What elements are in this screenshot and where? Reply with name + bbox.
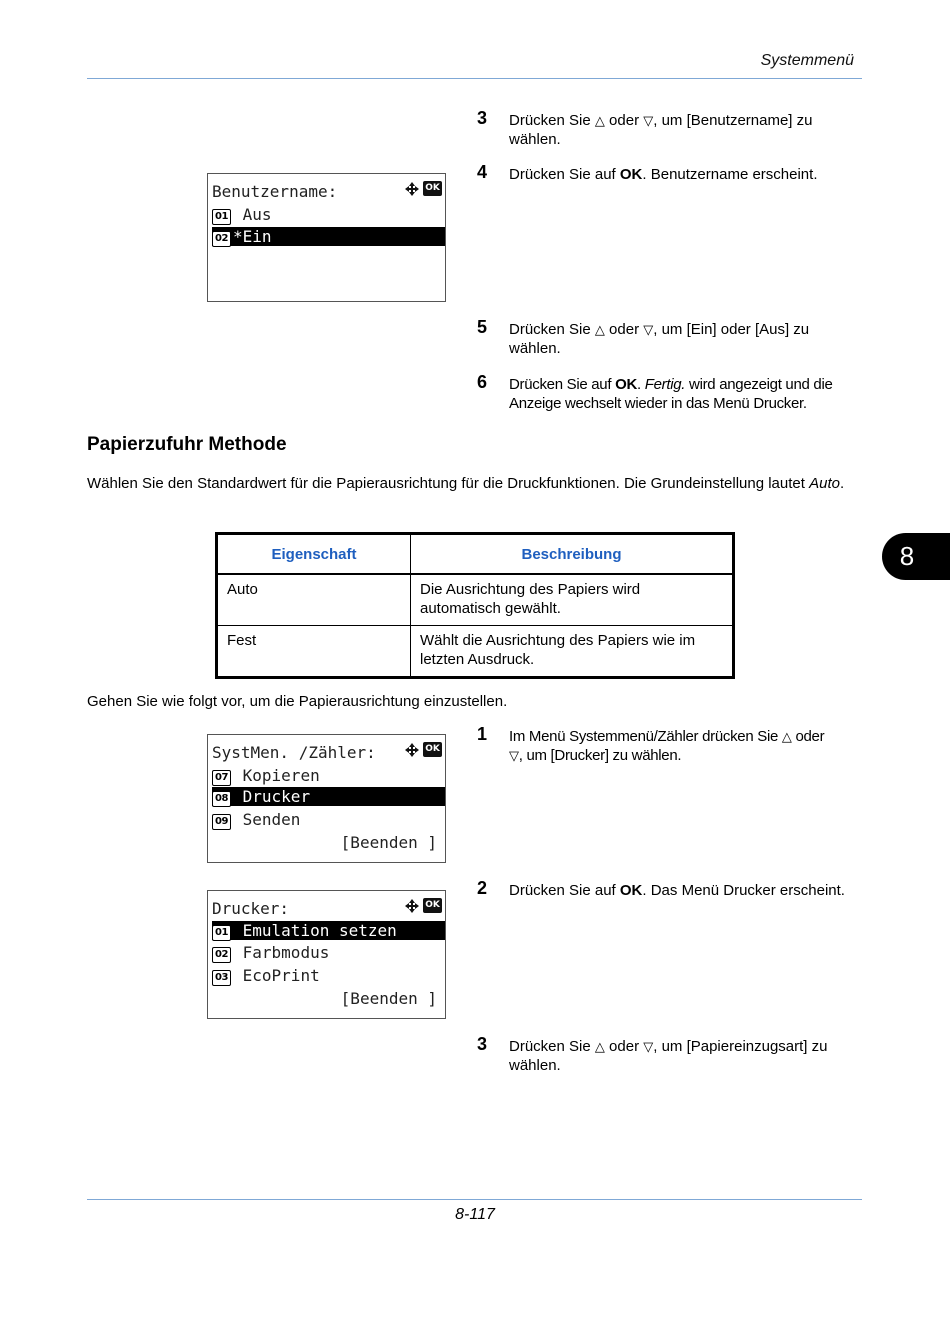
table-header: Beschreibung: [411, 534, 734, 575]
chapter-tab: 8: [882, 533, 950, 580]
four-way-arrow-icon: [403, 742, 421, 758]
lcd-item: 09 Senden: [212, 810, 445, 829]
table-row: Fest Wählt die Ausrichtung des Papiers wie im letzten Ausdruck.: [217, 626, 734, 678]
lcd-drucker: [207, 890, 446, 1019]
table-header: Eigenschaft: [217, 534, 411, 575]
ok-icon: OK: [423, 898, 442, 913]
four-way-arrow-icon: [403, 181, 421, 197]
number-badge: 01: [212, 209, 231, 225]
four-way-arrow-icon: [403, 898, 421, 914]
number-badge: 02: [212, 231, 231, 247]
lcd-item-selected: 02 *Ein: [212, 227, 445, 246]
procedure-intro: Gehen Sie wie folgt vor, um die Papierausrichtung einzustellen.: [87, 693, 508, 710]
property-table: [215, 532, 735, 679]
number-badge: 02: [212, 947, 231, 963]
number-badge: 07: [212, 770, 231, 786]
lcd-systemmenu: [207, 734, 446, 863]
nav-ok-icons: [403, 181, 442, 197]
table-row: Auto Die Ausrichtung des Papiers wird automatisch gewählt.: [217, 574, 734, 626]
ok-icon: OK: [423, 181, 442, 196]
lcd-item-selected: 08 Drucker: [212, 787, 445, 806]
number-badge: 03: [212, 970, 231, 986]
number-badge: 09: [212, 814, 231, 830]
section-heading: Papierzufuhr Methode: [87, 434, 287, 455]
footer-rule: [87, 1199, 862, 1200]
lcd-item-selected: 01 Emulation setzen: [212, 921, 445, 940]
lcd-title: Benutzername:: [212, 182, 338, 201]
section-intro: Wählen Sie den Standardwert für die Papierausrichtung für die Druckfunktionen. Die Grundeinstellung lautet Auto.: [87, 475, 845, 492]
lcd-title: SystMen. /Zähler:: [212, 743, 376, 762]
ok-icon: OK: [423, 742, 442, 757]
lcd-exit-button: [Beenden ]: [340, 833, 437, 852]
lcd-item: 03 EcoPrint: [212, 966, 445, 985]
lcd-title: Drucker:: [212, 899, 290, 918]
lcd-item: 07 Kopieren: [212, 766, 445, 785]
page-number: 8-117: [455, 1206, 495, 1223]
running-header: Systemmenü: [760, 52, 854, 69]
lcd-exit-button: [Beenden ]: [340, 989, 437, 1008]
nav-ok-icons: [403, 898, 442, 914]
nav-ok-icons: [403, 742, 442, 758]
number-badge: 08: [212, 791, 231, 807]
lcd-item: 02 Farbmodus: [212, 943, 445, 962]
number-badge: 01: [212, 925, 231, 941]
lcd-item: 01 Aus: [212, 205, 445, 224]
header-rule: [87, 78, 862, 79]
lcd-benutzername: [207, 173, 446, 302]
